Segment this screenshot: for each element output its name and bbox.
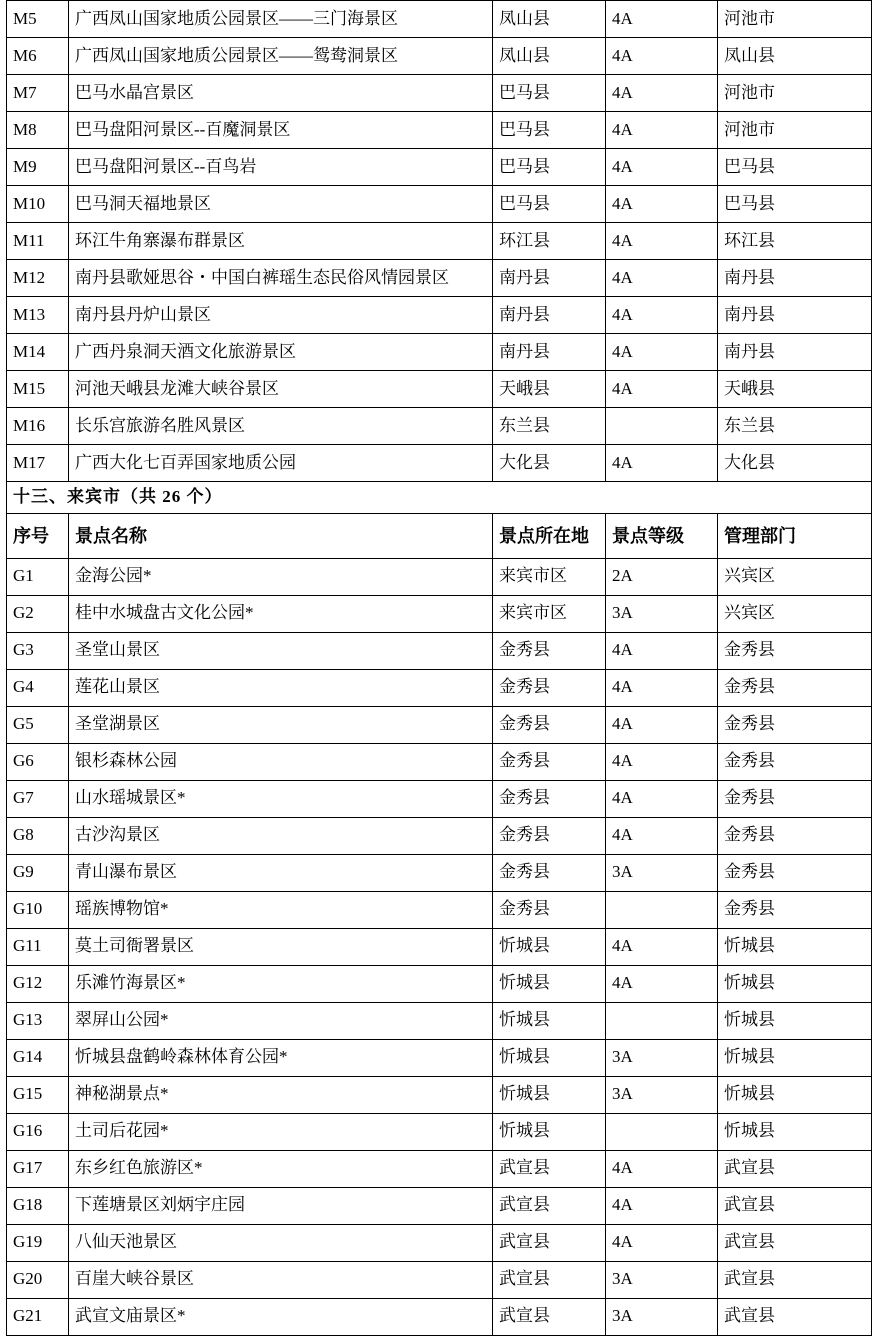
- cell-景点所在地: 来宾市区: [493, 558, 606, 595]
- cell-景点等级: 3A: [606, 1298, 718, 1335]
- cell-景点等级: 4A: [606, 1, 718, 38]
- cell-管理部门: 兴宾区: [718, 558, 872, 595]
- cell-景点所在地: 来宾市区: [493, 595, 606, 632]
- cell-序号: G15: [7, 1076, 69, 1113]
- cell-景点所在地: 忻城县: [493, 1113, 606, 1150]
- cell-景点所在地: 忻城县: [493, 1002, 606, 1039]
- cell-景点等级: 4A: [606, 297, 718, 334]
- cell-管理部门: 忻城县: [718, 1039, 872, 1076]
- cell-管理部门: 忻城县: [718, 1076, 872, 1113]
- cell-序号: G20: [7, 1261, 69, 1298]
- column-header-景点所在地: 景点所在地: [493, 513, 606, 558]
- cell-管理部门: 金秀县: [718, 817, 872, 854]
- cell-景点所在地: 凤山县: [493, 1, 606, 38]
- scenic-spots-table: [6, 0, 872, 1336]
- cell-景点所在地: 南丹县: [493, 334, 606, 371]
- cell-景点等级: 4A: [606, 965, 718, 1002]
- cell-景点等级: 4A: [606, 75, 718, 112]
- cell-景点名称: 广西凤山国家地质公园景区——三门海景区: [69, 1, 493, 38]
- cell-序号: M10: [7, 186, 69, 223]
- table-row: [7, 223, 872, 260]
- cell-管理部门: 武宣县: [718, 1187, 872, 1224]
- cell-管理部门: 南丹县: [718, 334, 872, 371]
- cell-序号: M15: [7, 371, 69, 408]
- cell-景点所在地: 南丹县: [493, 297, 606, 334]
- table-row: [7, 780, 872, 817]
- table-row: [7, 1261, 872, 1298]
- cell-景点等级: [606, 408, 718, 445]
- cell-景点名称: 山水瑶城景区*: [69, 780, 493, 817]
- cell-景点等级: 4A: [606, 706, 718, 743]
- cell-景点所在地: 东兰县: [493, 408, 606, 445]
- table-row: [7, 1, 872, 38]
- cell-景点等级: 3A: [606, 1076, 718, 1113]
- cell-景点等级: 4A: [606, 186, 718, 223]
- cell-景点等级: 4A: [606, 149, 718, 186]
- cell-序号: M13: [7, 297, 69, 334]
- cell-序号: G1: [7, 558, 69, 595]
- column-header-景点等级: 景点等级: [606, 513, 718, 558]
- cell-管理部门: 金秀县: [718, 780, 872, 817]
- cell-景点等级: 3A: [606, 1261, 718, 1298]
- cell-管理部门: 忻城县: [718, 965, 872, 1002]
- table-row: [7, 149, 872, 186]
- cell-景点所在地: 凤山县: [493, 38, 606, 75]
- table-row: [7, 706, 872, 743]
- cell-管理部门: 南丹县: [718, 260, 872, 297]
- cell-景点等级: 3A: [606, 1039, 718, 1076]
- cell-景点等级: 4A: [606, 445, 718, 482]
- cell-序号: G7: [7, 780, 69, 817]
- cell-景点名称: 乐滩竹海景区*: [69, 965, 493, 1002]
- cell-景点等级: 4A: [606, 223, 718, 260]
- table-row: [7, 891, 872, 928]
- cell-序号: G13: [7, 1002, 69, 1039]
- cell-管理部门: 东兰县: [718, 408, 872, 445]
- cell-景点所在地: 武宣县: [493, 1224, 606, 1261]
- table-row: [7, 669, 872, 706]
- cell-序号: G8: [7, 817, 69, 854]
- cell-管理部门: 金秀县: [718, 854, 872, 891]
- cell-序号: M8: [7, 112, 69, 149]
- cell-景点名称: 忻城县盘鹤岭森林体育公园*: [69, 1039, 493, 1076]
- cell-管理部门: 环江县: [718, 223, 872, 260]
- cell-序号: G17: [7, 1150, 69, 1187]
- cell-序号: M12: [7, 260, 69, 297]
- table-row: [7, 445, 872, 482]
- cell-景点名称: 莲花山景区: [69, 669, 493, 706]
- cell-序号: M16: [7, 408, 69, 445]
- cell-景点等级: 4A: [606, 371, 718, 408]
- table-body-top: [7, 1, 872, 1336]
- cell-景点等级: 4A: [606, 743, 718, 780]
- cell-管理部门: 忻城县: [718, 1113, 872, 1150]
- table-row: [7, 1076, 872, 1113]
- cell-景点所在地: 巴马县: [493, 186, 606, 223]
- cell-景点等级: 4A: [606, 260, 718, 297]
- cell-序号: G11: [7, 928, 69, 965]
- cell-管理部门: 天峨县: [718, 371, 872, 408]
- table-header-row: [7, 513, 872, 558]
- table-row: [7, 408, 872, 445]
- cell-景点名称: 巴马水晶宫景区: [69, 75, 493, 112]
- cell-景点等级: 4A: [606, 1224, 718, 1261]
- cell-序号: G4: [7, 669, 69, 706]
- cell-序号: G14: [7, 1039, 69, 1076]
- cell-景点所在地: 武宣县: [493, 1261, 606, 1298]
- cell-管理部门: 金秀县: [718, 632, 872, 669]
- cell-管理部门: 忻城县: [718, 928, 872, 965]
- cell-管理部门: 武宣县: [718, 1224, 872, 1261]
- cell-景点所在地: 忻城县: [493, 1076, 606, 1113]
- table-row: [7, 334, 872, 371]
- cell-景点名称: 莫土司衙署景区: [69, 928, 493, 965]
- cell-景点名称: 八仙天池景区: [69, 1224, 493, 1261]
- cell-景点等级: 2A: [606, 558, 718, 595]
- cell-景点名称: 巴马洞天福地景区: [69, 186, 493, 223]
- table-row: [7, 965, 872, 1002]
- cell-管理部门: 忻城县: [718, 1002, 872, 1039]
- cell-景点名称: 东乡红色旅游区*: [69, 1150, 493, 1187]
- cell-序号: M7: [7, 75, 69, 112]
- cell-序号: G18: [7, 1187, 69, 1224]
- cell-序号: M14: [7, 334, 69, 371]
- cell-景点名称: 环江牛角寨瀑布群景区: [69, 223, 493, 260]
- cell-序号: G10: [7, 891, 69, 928]
- cell-景点名称: 瑶族博物馆*: [69, 891, 493, 928]
- table-row: [7, 928, 872, 965]
- table-row: [7, 112, 872, 149]
- table-row: [7, 297, 872, 334]
- cell-管理部门: 金秀县: [718, 891, 872, 928]
- cell-管理部门: 大化县: [718, 445, 872, 482]
- cell-景点名称: 广西凤山国家地质公园景区——鸳鸯洞景区: [69, 38, 493, 75]
- cell-景点所在地: 忻城县: [493, 965, 606, 1002]
- cell-景点等级: 4A: [606, 334, 718, 371]
- cell-景点名称: 金海公园*: [69, 558, 493, 595]
- cell-序号: G3: [7, 632, 69, 669]
- column-header-管理部门: 管理部门: [718, 513, 872, 558]
- cell-序号: G9: [7, 854, 69, 891]
- cell-管理部门: 河池市: [718, 75, 872, 112]
- cell-景点名称: 武宣文庙景区*: [69, 1298, 493, 1335]
- cell-管理部门: 河池市: [718, 112, 872, 149]
- cell-景点所在地: 巴马县: [493, 149, 606, 186]
- cell-景点名称: 百崖大峡谷景区: [69, 1261, 493, 1298]
- cell-管理部门: 武宣县: [718, 1298, 872, 1335]
- cell-景点名称: 古沙沟景区: [69, 817, 493, 854]
- cell-景点等级: 4A: [606, 112, 718, 149]
- table-row: [7, 371, 872, 408]
- cell-景点等级: 4A: [606, 669, 718, 706]
- table-row: [7, 632, 872, 669]
- table-row: [7, 260, 872, 297]
- cell-景点所在地: 环江县: [493, 223, 606, 260]
- cell-序号: M5: [7, 1, 69, 38]
- cell-景点等级: [606, 1002, 718, 1039]
- cell-管理部门: 巴马县: [718, 186, 872, 223]
- cell-管理部门: 南丹县: [718, 297, 872, 334]
- cell-景点等级: [606, 891, 718, 928]
- column-header-景点名称: 景点名称: [69, 513, 493, 558]
- cell-景点名称: 桂中水城盘古文化公园*: [69, 595, 493, 632]
- cell-景点名称: 巴马盘阳河景区--百鸟岩: [69, 149, 493, 186]
- table-row: [7, 558, 872, 595]
- cell-景点所在地: 武宣县: [493, 1298, 606, 1335]
- cell-景点所在地: 金秀县: [493, 780, 606, 817]
- cell-管理部门: 武宣县: [718, 1261, 872, 1298]
- cell-景点名称: 下莲塘景区刘炳宇庄园: [69, 1187, 493, 1224]
- cell-景点名称: 青山瀑布景区: [69, 854, 493, 891]
- cell-景点等级: 4A: [606, 1150, 718, 1187]
- cell-管理部门: 武宣县: [718, 1150, 872, 1187]
- cell-景点所在地: 巴马县: [493, 112, 606, 149]
- section-title: 十三、来宾市（共 26 个）: [7, 482, 872, 514]
- cell-景点名称: 南丹县歌娅思谷・中国白裤瑶生态民俗风情园景区: [69, 260, 493, 297]
- cell-景点等级: 4A: [606, 632, 718, 669]
- column-header-序号: 序号: [7, 513, 69, 558]
- cell-景点所在地: 金秀县: [493, 891, 606, 928]
- cell-景点所在地: 南丹县: [493, 260, 606, 297]
- table-row: [7, 1002, 872, 1039]
- cell-景点名称: 银杉森林公园: [69, 743, 493, 780]
- cell-景点所在地: 金秀县: [493, 817, 606, 854]
- cell-序号: G16: [7, 1113, 69, 1150]
- cell-序号: M6: [7, 38, 69, 75]
- cell-序号: G6: [7, 743, 69, 780]
- cell-景点所在地: 巴马县: [493, 75, 606, 112]
- cell-序号: G2: [7, 595, 69, 632]
- cell-景点名称: 圣堂湖景区: [69, 706, 493, 743]
- cell-序号: M11: [7, 223, 69, 260]
- cell-景点等级: 4A: [606, 38, 718, 75]
- cell-景点等级: 4A: [606, 1187, 718, 1224]
- cell-景点所在地: 金秀县: [493, 669, 606, 706]
- table-row: [7, 75, 872, 112]
- cell-序号: M17: [7, 445, 69, 482]
- cell-景点名称: 神秘湖景点*: [69, 1076, 493, 1113]
- table-row: [7, 1039, 872, 1076]
- cell-景点等级: [606, 1113, 718, 1150]
- table-row: [7, 1298, 872, 1335]
- cell-景点所在地: 大化县: [493, 445, 606, 482]
- cell-景点所在地: 武宣县: [493, 1150, 606, 1187]
- cell-景点名称: 长乐宫旅游名胜风景区: [69, 408, 493, 445]
- table-row: [7, 1224, 872, 1261]
- cell-管理部门: 金秀县: [718, 743, 872, 780]
- cell-管理部门: 兴宾区: [718, 595, 872, 632]
- cell-景点名称: 翠屏山公园*: [69, 1002, 493, 1039]
- cell-管理部门: 金秀县: [718, 669, 872, 706]
- cell-序号: G12: [7, 965, 69, 1002]
- section-heading-row: [7, 482, 872, 514]
- table-row: [7, 1187, 872, 1224]
- cell-景点所在地: 忻城县: [493, 1039, 606, 1076]
- table-row: [7, 1113, 872, 1150]
- cell-景点所在地: 金秀县: [493, 743, 606, 780]
- cell-景点等级: 4A: [606, 817, 718, 854]
- cell-景点等级: 3A: [606, 595, 718, 632]
- cell-景点名称: 圣堂山景区: [69, 632, 493, 669]
- cell-景点名称: 河池天峨县龙滩大峡谷景区: [69, 371, 493, 408]
- cell-景点名称: 土司后花园*: [69, 1113, 493, 1150]
- table-row: [7, 854, 872, 891]
- table-row: [7, 817, 872, 854]
- cell-景点所在地: 忻城县: [493, 928, 606, 965]
- cell-管理部门: 金秀县: [718, 706, 872, 743]
- cell-序号: G5: [7, 706, 69, 743]
- cell-景点等级: 4A: [606, 780, 718, 817]
- table-row: [7, 186, 872, 223]
- cell-序号: G19: [7, 1224, 69, 1261]
- cell-序号: M9: [7, 149, 69, 186]
- table-row: [7, 595, 872, 632]
- cell-管理部门: 河池市: [718, 1, 872, 38]
- cell-景点等级: 4A: [606, 928, 718, 965]
- cell-景点名称: 广西大化七百弄国家地质公园: [69, 445, 493, 482]
- cell-序号: G21: [7, 1298, 69, 1335]
- cell-景点名称: 广西丹泉洞天酒文化旅游景区: [69, 334, 493, 371]
- cell-景点名称: 南丹县丹炉山景区: [69, 297, 493, 334]
- cell-管理部门: 凤山县: [718, 38, 872, 75]
- table-row: [7, 1150, 872, 1187]
- table-row: [7, 38, 872, 75]
- cell-景点所在地: 金秀县: [493, 706, 606, 743]
- cell-景点所在地: 金秀县: [493, 632, 606, 669]
- cell-景点所在地: 金秀县: [493, 854, 606, 891]
- cell-景点名称: 巴马盘阳河景区--百魔洞景区: [69, 112, 493, 149]
- cell-景点所在地: 天峨县: [493, 371, 606, 408]
- cell-管理部门: 巴马县: [718, 149, 872, 186]
- cell-景点所在地: 武宣县: [493, 1187, 606, 1224]
- cell-景点等级: 3A: [606, 854, 718, 891]
- table-row: [7, 743, 872, 780]
